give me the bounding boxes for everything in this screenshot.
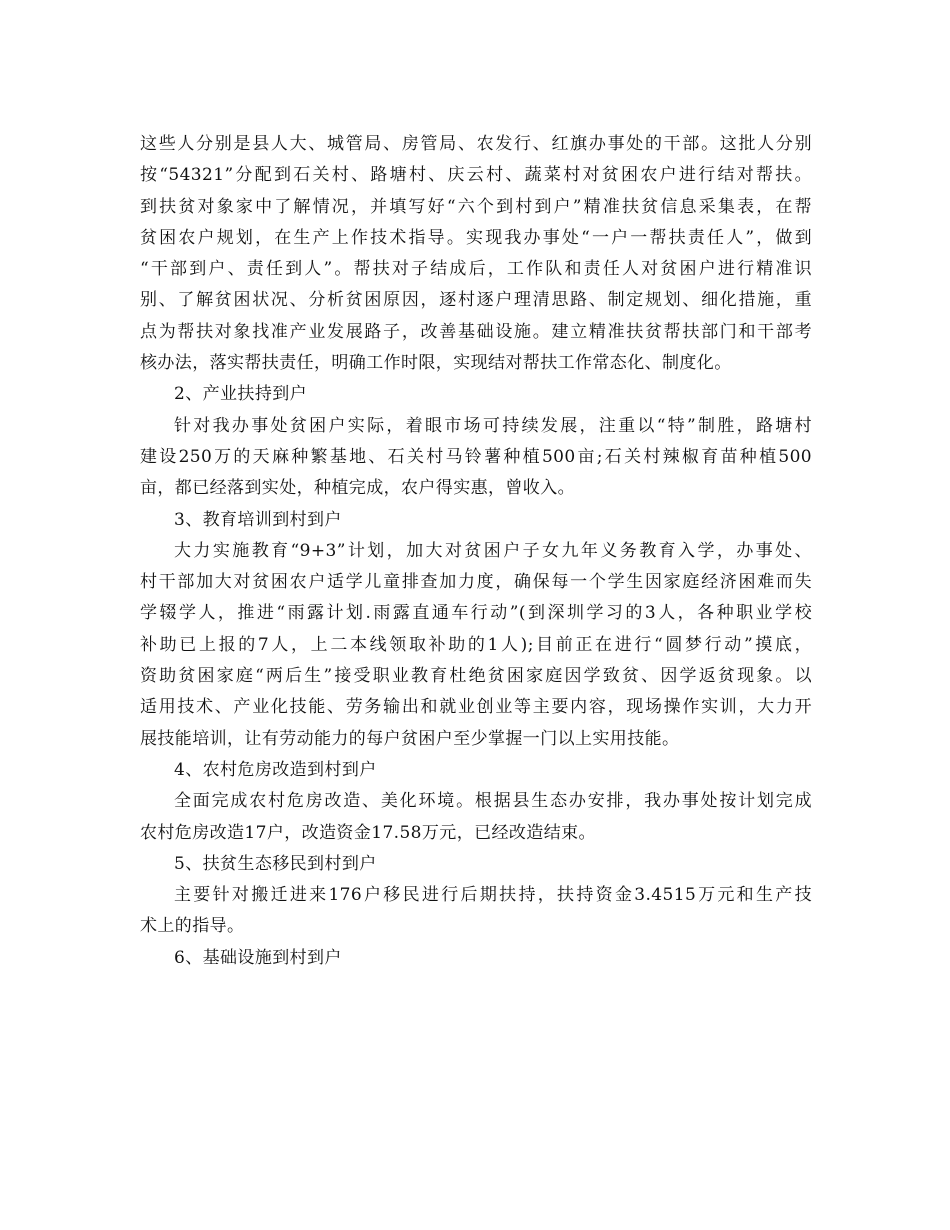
text-line: 主要针对搬迁进来176户移民进行后期扶持，扶持资金3.4515万元和生产技 — [174, 885, 812, 906]
paragraph — [140, 411, 812, 505]
document-body — [140, 129, 812, 974]
text-line: 按“54321”分配到石关村、路塘村、庆云村、蔬菜村对贫困农户进行结对帮扶。 — [140, 165, 812, 186]
paragraph — [140, 536, 812, 755]
paragraph — [140, 880, 812, 943]
paragraph — [140, 129, 812, 379]
section-heading: 3、教育培训到村到户 — [174, 509, 342, 530]
text-line: 大力实施教育“9+3”计划，加大对贫困户子女九年义务教育入学，办事处、 — [174, 540, 812, 561]
text-line: 建设250万的天麻种繁基地、石关村马铃薯种植500亩;石关村辣椒育苗种植500 — [140, 446, 812, 467]
text-line: 亩，都已经落到实处，种植完成，农户得实惠，曾收入。 — [140, 478, 575, 499]
text-line: 全面完成农村危房改造、美化环境。根据县生态办安排，我办事处按计划完成 — [174, 791, 812, 812]
text-line: 到扶贫对象家中了解情况，并填写好“六个到村到户”精准扶贫信息采集表，在帮 — [140, 196, 812, 217]
section-heading: 6、基础设施到村到户 — [174, 947, 342, 968]
text-line: 农村危房改造17户，改造资金17.58万元，已经改造结束。 — [140, 822, 596, 843]
text-line: 贫困农户规划，在生产上作技术指导。实现我办事处“一户一帮扶责任人”，做到 — [140, 227, 812, 248]
text-line: 这些人分别是县人大、城管局、房管局、农发行、红旗办事处的干部。这批人分别 — [140, 134, 812, 154]
text-line: 适用技术、产业化技能、劳务输出和就业创业等主要内容，现场操作实训，大力开 — [140, 697, 812, 718]
section-heading: 2、产业扶持到户 — [174, 384, 308, 405]
paragraph — [140, 786, 812, 849]
text-line: 资助贫困家庭“两后生”接受职业教育杜绝贫困家庭因学致贫、因学返贫现象。以 — [140, 666, 812, 687]
text-line: 核办法，落实帮扶责任，明确工作时限，实现结对帮扶工作常态化、制度化。 — [140, 353, 732, 374]
text-line: 村干部加大对贫困农户适学儿童排查加力度，确保每一个学生因家庭经济困难而失 — [140, 572, 812, 593]
text-line: 补助已上报的7人，上二本线领取补助的1人);目前正在进行“圆梦行动”摸底， — [140, 634, 812, 655]
text-line: 针对我办事处贫困户实际，着眼市场可持续发展，注重以“特”制胜，路塘村 — [174, 415, 812, 436]
section-heading: 4、农村危房改造到村到户 — [174, 759, 377, 780]
text-line: 展技能培训，让有劳动能力的每户贫困户至少掌握一门以上实用技能。 — [140, 728, 680, 749]
text-line: “干部到户、责任到人”。帮扶对子结成后，工作队和责任人对贫困户进行精准识 — [140, 259, 812, 280]
section-heading: 5、扶贫生态移民到村到户 — [174, 853, 377, 874]
text-line: 学辍学人，推进“雨露计划.雨露直通车行动”(到深圳学习的3人，各种职业学校 — [140, 603, 812, 624]
text-line: 术上的指导。 — [140, 916, 245, 937]
text-line: 别、了解贫困状况、分析贫困原因，逐村逐户理清思路、制定规划、细化措施，重 — [140, 290, 812, 311]
text-line: 点为帮扶对象找准产业发展路子，改善基础设施。建立精准扶贫帮扶部门和干部考 — [140, 321, 812, 342]
